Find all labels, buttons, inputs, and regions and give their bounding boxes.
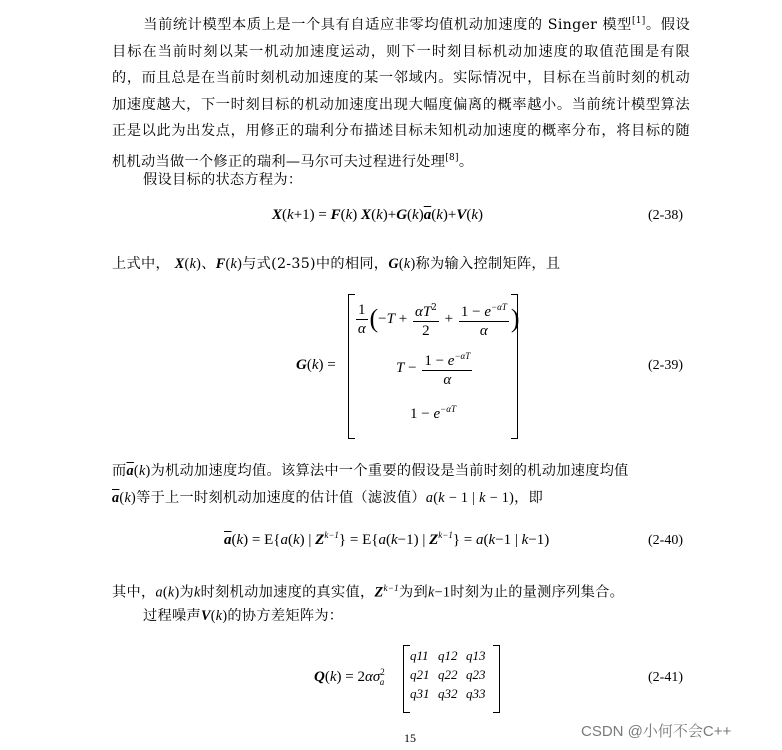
para2-text: 假设目标的状态方程为： xyxy=(143,172,303,188)
para6-suffix: 的协方差矩阵为： xyxy=(227,608,344,624)
para3-mid: 与式(2-35)中的相同， xyxy=(242,256,389,272)
matrix-g-row-2: T − $\frac{1 - e^{-\alpha T}}{\alpha}$ xyxy=(396,347,474,389)
para1-text: 当前统计模型本质上是一个具有自适应非零均值机动加速度的 Singer 模型 xyxy=(143,17,632,33)
para1-end: 。 xyxy=(458,153,474,170)
page-number: 15 xyxy=(404,731,416,745)
para6-prefix: 过程噪声 xyxy=(143,608,201,624)
paragraph-mean-assumption: 而$\overline{a}(k)$为机动加速度均值。该算法中一个重要的假设是当前时刻的机动加速度均值 $\overline{a}(k)$等于上一时刻机动加速度的估计值（滤波值）a(k − 1 | k − 1)，即 xyxy=(112,463,629,506)
csdn-watermark: CSDN @小何不会C++ xyxy=(581,723,732,740)
citation-1: [1] xyxy=(631,16,646,26)
q-matrix-cell: q23 xyxy=(466,667,486,682)
para3-sep: 、 xyxy=(201,256,216,272)
para4-line2: 等于上一时刻机动加速度的估计值（滤波值） xyxy=(136,489,426,506)
q-matrix-cell: q32 xyxy=(438,686,458,701)
paragraph-input-control-matrix: 上式中， X(k)、F(k)与式(2-35)中的相同，G(k)称为输入控制矩阵，且 xyxy=(112,256,561,272)
para4-line1: 为机动加速度均值。该算法中一个重要的假设是当前时刻的机动加速度均值 xyxy=(150,463,629,479)
equation-number-2-41: (2-41) xyxy=(648,670,683,685)
para3-suffix: 称为输入控制矩阵，且 xyxy=(415,256,561,272)
equation-2-39-lhs: G(k) = xyxy=(296,357,336,373)
q-matrix-cell: q21 xyxy=(410,667,430,682)
q-matrix-left-bracket xyxy=(403,645,410,713)
equation-number-2-39: (2-39) xyxy=(648,358,683,373)
q-matrix-cell: q22 xyxy=(438,667,458,682)
q-matrix-cell: q33 xyxy=(466,686,486,701)
paragraph-state-equation-intro xyxy=(112,167,690,194)
para5-t1: 为 xyxy=(179,584,195,601)
paragraph-where-definitions: 其中，a(k)为k时刻机动加速度的真实值，$Z^{k-1}$为到k−1时刻为止的量测序列集合。 xyxy=(112,583,625,601)
q-matrix-cell: q12 xyxy=(438,648,458,663)
q-matrix-cell: q11 xyxy=(410,648,429,663)
para3-prefix: 上式中， xyxy=(112,256,170,272)
q-matrix-cell: q13 xyxy=(466,648,486,663)
matrix-g-row-1: $\frac{1}{\alpha}$ (−T + $\frac{\alpha T^2}{2}$ + $\frac{1 - e^{-\alpha T}}{\alpha}$ ) xyxy=(354,298,520,340)
para4-end: ，即 xyxy=(514,489,544,506)
para1-text-cont: 。假设目标在当前时刻以某一机动加速度运动，则下一时刻目标机动加速度的取值范围是有限的，而且总是在当前时刻机动加速度的某一邻域内。实际情况中，目标在当前时刻的机动加速度越大，下一时刻目标的机动加速度出现大幅度偏离的概率越小。当前统计模型算法正是以此为出发点，用修正的瑞利分布描述目标未知机动加速度的概率分布，将目标的随机机动当做一个修正的瑞利—马尔可夫过程进行处理 xyxy=(112,17,691,170)
paragraph-singer-model xyxy=(112,8,690,176)
para5-prefix: 其中， xyxy=(112,584,156,601)
para5-t2: 时刻机动加速度的真实值， xyxy=(200,584,375,601)
equation-2-38: X(k+1) = F(k) $X(k)+G(k)\overline{a}(k)+V(k)$ xyxy=(272,207,484,223)
paragraph-noise-covariance: 过程噪声V(k)的协方差矩阵为： xyxy=(143,608,344,624)
matrix-g-row-3: $1 - e^{-\alpha T}$ xyxy=(410,404,456,422)
equation-number-2-38: (2-38) xyxy=(648,208,683,223)
q-matrix-right-bracket xyxy=(493,645,500,713)
equation-2-41-lhs: $Q(k) = 2\alpha\sigma^2_a$ xyxy=(314,667,385,687)
q-matrix-cell: q31 xyxy=(410,686,430,701)
equation-number-2-40: (2-40) xyxy=(648,533,683,548)
para5-t3: 为到 xyxy=(398,584,428,601)
equation-2-40: $\overline{a}(k) = E\{a(k)$ | $Z^{k-1}\} = E\{a(k-1)$ | $Z^{k-1}\} = a(k-1$ | k−1) xyxy=(224,530,550,548)
para5-t4: 时刻为止的量测序列集合。 xyxy=(450,584,625,601)
q-matrix xyxy=(410,648,494,702)
para4-prefix: 而 xyxy=(112,463,127,479)
citation-8: [8] xyxy=(445,152,459,163)
